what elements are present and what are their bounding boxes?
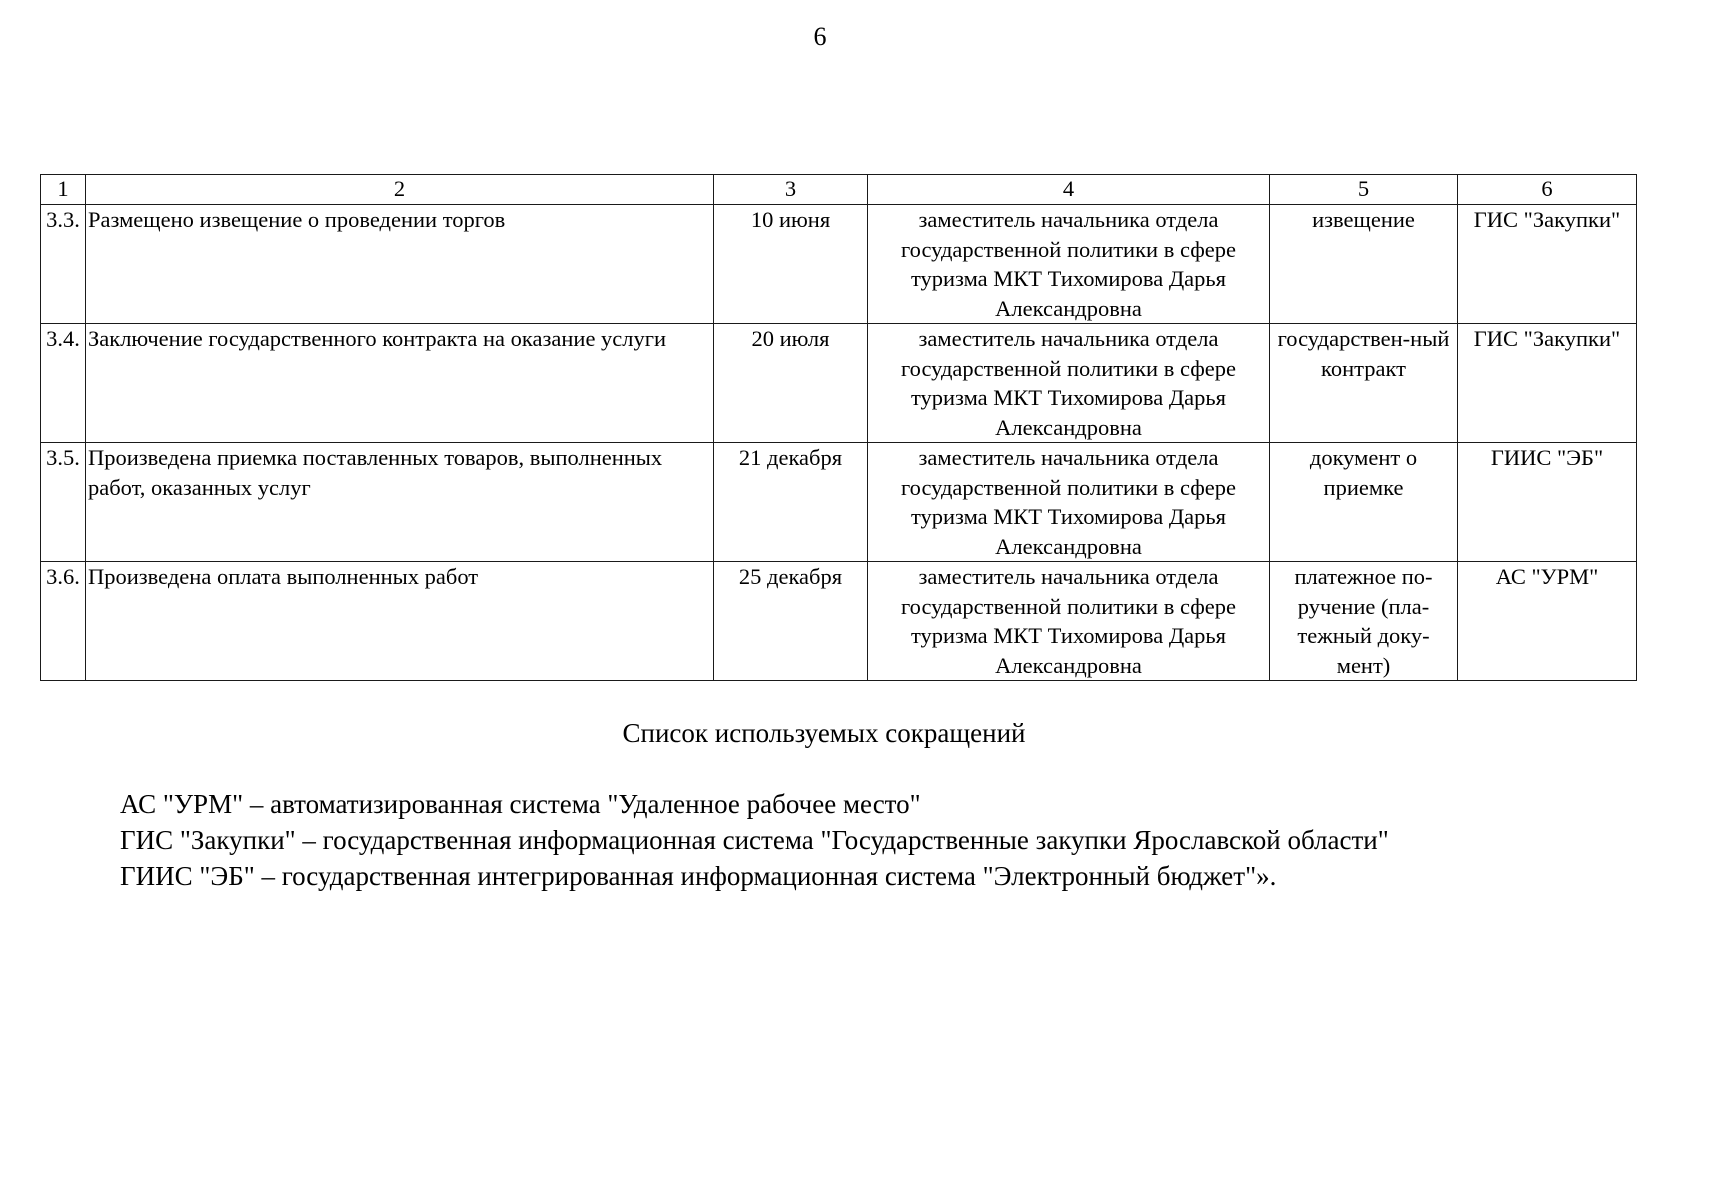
table-row	[41, 205, 1637, 324]
header-col-6: 6	[1458, 175, 1637, 205]
header-col-2: 2	[86, 175, 714, 205]
document-cell: документ о приемке	[1270, 443, 1458, 562]
abbreviation-item: ГИИС "ЭБ" – государственная интегрированная информационная система "Электронный бюджет"».	[120, 861, 1277, 891]
row-number: 3.6.	[41, 562, 86, 681]
header-col-5: 5	[1270, 175, 1458, 205]
responsible-cell: заместитель начальника отдела государственной политики в сфере туризма МКТ Тихомирова Дарья Александровна	[868, 562, 1270, 681]
responsible-cell: заместитель начальника отдела государственной политики в сфере туризма МКТ Тихомирова Дарья Александровна	[868, 443, 1270, 562]
abbreviation-item: ГИС "Закупки" – государственная информационная система "Государственные закупки Ярославской области"	[120, 825, 1389, 855]
abbreviation-item: АС "УРМ" – автоматизированная система "Удаленное рабочее место"	[120, 789, 921, 819]
responsible-cell: заместитель начальника отдела государственной политики в сфере туризма МКТ Тихомирова Дарья Александровна	[868, 205, 1270, 324]
table-row	[41, 443, 1637, 562]
date-cell: 10 июня	[714, 205, 868, 324]
header-row	[41, 175, 1637, 205]
table-row	[41, 562, 1637, 681]
document-cell: платежное по-ручение (пла-тежный доку-мент)	[1270, 562, 1458, 681]
abbreviations-title: Список используемых сокращений	[622, 718, 1026, 748]
header-col-4: 4	[868, 175, 1270, 205]
event-cell: Заключение государственного контракта на оказание услуги	[86, 324, 714, 443]
system-cell: ГИС "Закупки"	[1458, 205, 1637, 324]
row-number: 3.5.	[41, 443, 86, 562]
table-row	[41, 324, 1637, 443]
table-body	[41, 205, 1637, 681]
abbreviations-list	[120, 786, 1670, 894]
header-col-3: 3	[714, 175, 868, 205]
system-cell: ГИС "Закупки"	[1458, 324, 1637, 443]
document-cell: извещение	[1270, 205, 1458, 324]
date-cell: 25 декабря	[714, 562, 868, 681]
system-cell: АС "УРМ"	[1458, 562, 1637, 681]
row-number: 3.3.	[41, 205, 86, 324]
plan-table	[40, 174, 1637, 681]
date-cell: 20 июля	[714, 324, 868, 443]
responsible-cell: заместитель начальника отдела государственной политики в сфере туризма МКТ Тихомирова Дарья Александровна	[868, 324, 1270, 443]
date-cell: 21 декабря	[714, 443, 868, 562]
table-header	[41, 175, 1637, 205]
event-cell: Произведена приемка поставленных товаров, выполненных работ, оказанных услуг	[86, 443, 714, 562]
page-number: 6	[813, 22, 827, 51]
header-col-1: 1	[41, 175, 86, 205]
event-cell: Произведена оплата выполненных работ	[86, 562, 714, 681]
system-cell: ГИИС "ЭБ"	[1458, 443, 1637, 562]
document-cell: государствен-ный контракт	[1270, 324, 1458, 443]
row-number: 3.4.	[41, 324, 86, 443]
event-cell: Размещено извещение о проведении торгов	[86, 205, 714, 324]
